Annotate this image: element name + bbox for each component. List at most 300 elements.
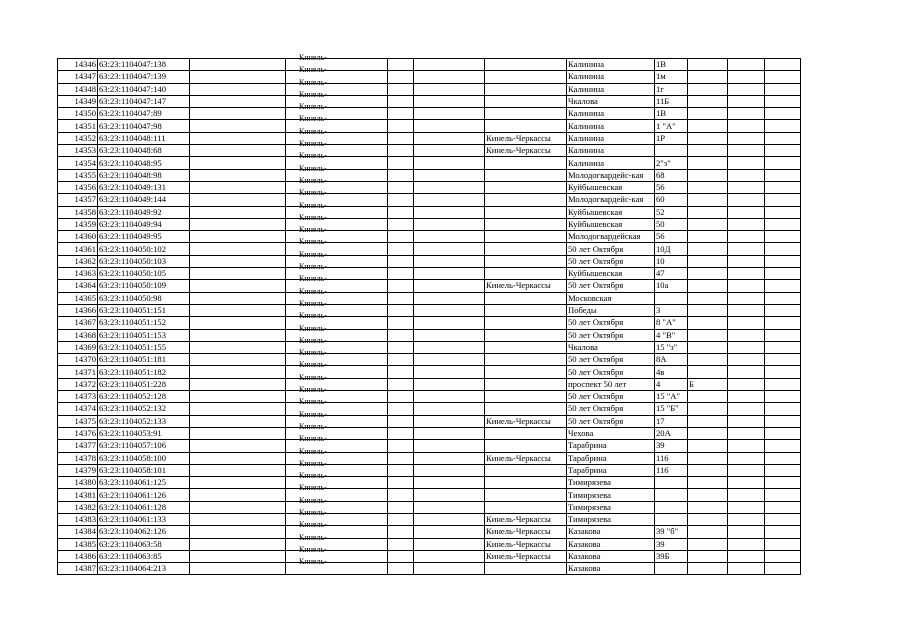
house-number-cell: 1В: [655, 108, 688, 120]
empty-cell: [388, 440, 414, 452]
empty-cell: [728, 181, 765, 193]
empty-cell: [728, 108, 765, 120]
settlement-cell: [485, 181, 567, 193]
street-cell: Казакова: [567, 550, 655, 562]
empty-cell: [190, 563, 286, 575]
building-cell: [688, 194, 728, 206]
row-number-cell: 14367: [58, 317, 98, 329]
empty-cell: [190, 71, 286, 83]
empty-cell: [190, 427, 286, 439]
municipality-text: Кинель-: [299, 335, 327, 345]
empty-cell: [414, 292, 485, 304]
building-cell: [688, 329, 728, 341]
table-row: [58, 538, 801, 550]
empty-cell: [728, 145, 765, 157]
cadastral-number-cell: 63:23:1104061:126: [98, 489, 190, 501]
table-row: [58, 550, 801, 562]
empty-cell: [414, 391, 485, 403]
empty-cell: [190, 120, 286, 132]
empty-cell: [728, 280, 765, 292]
street-cell: Чкалова: [567, 95, 655, 107]
municipality-text: Кинель-: [299, 126, 327, 136]
empty-cell: [190, 440, 286, 452]
empty-cell: [414, 120, 485, 132]
settlement-cell: [485, 341, 567, 353]
cadastral-number-cell: 63:23:1104051:153: [98, 329, 190, 341]
building-cell: [688, 280, 728, 292]
empty-cell: [414, 341, 485, 353]
row-number-cell: 14355: [58, 169, 98, 181]
row-number-cell: 14358: [58, 206, 98, 218]
table-row: [58, 403, 801, 415]
empty-cell: [190, 317, 286, 329]
house-number-cell: [655, 513, 688, 525]
cadastral-number-cell: 63:23:1104064:213: [98, 563, 190, 575]
empty-cell: [765, 563, 801, 575]
street-cell: Калинина: [567, 120, 655, 132]
row-number-cell: 14371: [58, 366, 98, 378]
empty-cell: [414, 464, 485, 476]
street-cell: Тимирязева: [567, 513, 655, 525]
table-row: [58, 218, 801, 230]
table-row: [58, 71, 801, 83]
street-cell: Казакова: [567, 538, 655, 550]
empty-cell: [765, 538, 801, 550]
empty-cell: [728, 71, 765, 83]
empty-cell: [765, 317, 801, 329]
street-cell: Тимирязева: [567, 489, 655, 501]
street-cell: Калинина: [567, 71, 655, 83]
house-number-cell: 10а: [655, 280, 688, 292]
row-number-cell: 14379: [58, 464, 98, 476]
empty-cell: [388, 501, 414, 513]
building-cell: [688, 366, 728, 378]
street-cell: Казакова: [567, 526, 655, 538]
empty-cell: [414, 132, 485, 144]
row-number-cell: 14364: [58, 280, 98, 292]
table-row: [58, 415, 801, 427]
empty-cell: [190, 243, 286, 255]
cadastral-number-cell: 63:23:1104049:94: [98, 218, 190, 230]
empty-cell: [765, 120, 801, 132]
street-cell: Куйбышевская: [567, 206, 655, 218]
empty-cell: [388, 280, 414, 292]
municipality-text: Кинель-: [299, 446, 327, 456]
cadastral-number-cell: 63:23:1104053:91: [98, 427, 190, 439]
empty-cell: [388, 489, 414, 501]
settlement-cell: Кинель-Черкассы: [485, 415, 567, 427]
cadastral-number-cell: 63:23:1104048:68: [98, 145, 190, 157]
table-row: [58, 391, 801, 403]
table-row: [58, 108, 801, 120]
table-row: [58, 489, 801, 501]
empty-cell: [728, 489, 765, 501]
house-number-cell: 56: [655, 181, 688, 193]
cadastral-number-cell: 63:23:1104051:152: [98, 317, 190, 329]
empty-cell: [388, 427, 414, 439]
empty-cell: [765, 464, 801, 476]
empty-cell: [190, 59, 286, 71]
building-cell: [688, 563, 728, 575]
municipality-text: Кинель-: [299, 139, 327, 149]
empty-cell: [414, 489, 485, 501]
empty-cell: [765, 206, 801, 218]
empty-cell: [388, 169, 414, 181]
empty-cell: [728, 526, 765, 538]
building-cell: [688, 403, 728, 415]
empty-cell: [728, 329, 765, 341]
cadastral-number-cell: 63:23:1104051:151: [98, 304, 190, 316]
empty-cell: [388, 563, 414, 575]
empty-cell: [190, 391, 286, 403]
settlement-cell: [485, 366, 567, 378]
cadastral-number-cell: 63:23:1104061:125: [98, 477, 190, 489]
table-row: [58, 304, 801, 316]
empty-cell: [765, 477, 801, 489]
street-cell: Молодогвардейс-кая: [567, 169, 655, 181]
building-cell: [688, 243, 728, 255]
empty-cell: [728, 366, 765, 378]
cadastral-number-cell: 63:23:1104062:126: [98, 526, 190, 538]
settlement-cell: Кинель-Черкассы: [485, 132, 567, 144]
table-row: [58, 440, 801, 452]
empty-cell: [190, 169, 286, 181]
house-number-cell: 1м: [655, 71, 688, 83]
cadastral-number-cell: 63:23:1104047:139: [98, 71, 190, 83]
empty-cell: [728, 513, 765, 525]
table-row: [58, 354, 801, 366]
municipality-text: Кинель-: [299, 385, 327, 395]
empty-cell: [190, 280, 286, 292]
street-cell: Куйбышевская: [567, 181, 655, 193]
building-cell: [688, 440, 728, 452]
settlement-cell: Кинель-Черкассы: [485, 280, 567, 292]
table-row: [58, 59, 801, 71]
house-number-cell: 60: [655, 194, 688, 206]
street-cell: 50 лет Октября: [567, 280, 655, 292]
row-number-cell: 14375: [58, 415, 98, 427]
empty-cell: [765, 169, 801, 181]
house-number-cell: 47: [655, 268, 688, 280]
table-row: [58, 329, 801, 341]
street-cell: 50 лет Октября: [567, 329, 655, 341]
row-number-cell: 14369: [58, 341, 98, 353]
empty-cell: [765, 415, 801, 427]
building-cell: [688, 550, 728, 562]
settlement-cell: Кинель-Черкассы: [485, 526, 567, 538]
empty-cell: [414, 169, 485, 181]
empty-cell: [414, 194, 485, 206]
house-number-cell: 8 "А": [655, 317, 688, 329]
empty-cell: [414, 280, 485, 292]
empty-cell: [388, 477, 414, 489]
building-cell: [688, 513, 728, 525]
house-number-cell: [655, 489, 688, 501]
empty-cell: [765, 366, 801, 378]
table-row: [58, 243, 801, 255]
row-number-cell: 14370: [58, 354, 98, 366]
street-cell: 50 лет Октября: [567, 255, 655, 267]
municipality-text: Кинель-: [299, 151, 327, 161]
empty-cell: [414, 71, 485, 83]
house-number-cell: 52: [655, 206, 688, 218]
municipality-text: Кинель-: [299, 274, 327, 284]
empty-cell: [765, 194, 801, 206]
cadastral-number-cell: 63:23:1104049:92: [98, 206, 190, 218]
empty-cell: [388, 157, 414, 169]
cadastral-number-cell: 63:23:1104057:106: [98, 440, 190, 452]
empty-cell: [414, 550, 485, 562]
empty-cell: [388, 513, 414, 525]
row-number-cell: 14354: [58, 157, 98, 169]
empty-cell: [728, 354, 765, 366]
building-cell: [688, 59, 728, 71]
street-cell: 50 лет Октября: [567, 366, 655, 378]
street-cell: Куйбышевская: [567, 218, 655, 230]
street-cell: Калинина: [567, 157, 655, 169]
empty-cell: [728, 59, 765, 71]
municipality-text: Кинель-: [299, 102, 327, 112]
municipality-text: Кинель-: [299, 89, 327, 99]
empty-cell: [728, 378, 765, 390]
cadastral-number-cell: 63:23:1104052:128: [98, 391, 190, 403]
settlement-cell: [485, 563, 567, 575]
settlement-cell: Кинель-Черкассы: [485, 513, 567, 525]
street-cell: Казакова: [567, 563, 655, 575]
row-number-cell: 14357: [58, 194, 98, 206]
row-number-cell: 14362: [58, 255, 98, 267]
empty-cell: [388, 341, 414, 353]
empty-cell: [765, 108, 801, 120]
house-number-cell: 15 "з": [655, 341, 688, 353]
building-cell: [688, 181, 728, 193]
empty-cell: [388, 255, 414, 267]
empty-cell: [728, 440, 765, 452]
house-number-cell: 39: [655, 538, 688, 550]
house-number-cell: [655, 477, 688, 489]
empty-cell: [414, 108, 485, 120]
house-number-cell: 4: [655, 378, 688, 390]
municipality-text: Кинель-: [299, 77, 327, 87]
empty-cell: [728, 341, 765, 353]
municipality-text: Кинель-: [299, 298, 327, 308]
empty-cell: [190, 329, 286, 341]
empty-cell: [728, 95, 765, 107]
municipality-text: Кинель-: [299, 360, 327, 370]
empty-cell: [414, 95, 485, 107]
settlement-cell: [485, 440, 567, 452]
empty-cell: [728, 292, 765, 304]
street-cell: Калинина: [567, 145, 655, 157]
empty-cell: [388, 194, 414, 206]
empty-cell: [388, 391, 414, 403]
street-cell: Тимирязева: [567, 477, 655, 489]
empty-cell: [190, 108, 286, 120]
municipality-text: Кинель-: [299, 458, 327, 468]
empty-cell: [765, 132, 801, 144]
cadastral-number-cell: 63:23:1104047:147: [98, 95, 190, 107]
empty-cell: [728, 317, 765, 329]
empty-cell: [414, 452, 485, 464]
empty-cell: [190, 477, 286, 489]
row-number-cell: 14359: [58, 218, 98, 230]
house-number-cell: [655, 501, 688, 513]
building-cell: [688, 231, 728, 243]
house-number-cell: 11Б: [655, 95, 688, 107]
table-row: [58, 120, 801, 132]
empty-cell: [765, 292, 801, 304]
building-cell: [688, 95, 728, 107]
empty-cell: [388, 526, 414, 538]
house-number-cell: 10Д: [655, 243, 688, 255]
empty-cell: [388, 268, 414, 280]
table-row: [58, 341, 801, 353]
municipality-text: Кинель-: [299, 532, 327, 542]
row-number-cell: 14352: [58, 132, 98, 144]
municipality-text: Кинель-: [299, 557, 327, 567]
empty-cell: [388, 218, 414, 230]
row-number-cell: 14378: [58, 452, 98, 464]
empty-cell: [728, 157, 765, 169]
house-number-cell: 39 "б": [655, 526, 688, 538]
building-cell: [688, 341, 728, 353]
cadastral-number-cell: 63:23:1104047:98: [98, 120, 190, 132]
house-number-cell: 116: [655, 464, 688, 476]
building-cell: [688, 120, 728, 132]
street-cell: 50 лет Октября: [567, 243, 655, 255]
house-number-cell: 1 "А": [655, 120, 688, 132]
empty-cell: [388, 415, 414, 427]
table-row: [58, 563, 801, 575]
empty-cell: [728, 194, 765, 206]
row-number-cell: 14349: [58, 95, 98, 107]
row-number-cell: 14386: [58, 550, 98, 562]
empty-cell: [728, 550, 765, 562]
municipality-text: Кинель-: [299, 225, 327, 235]
building-cell: [688, 157, 728, 169]
empty-cell: [728, 563, 765, 575]
empty-cell: [728, 268, 765, 280]
street-cell: Калинина: [567, 132, 655, 144]
settlement-cell: [485, 427, 567, 439]
empty-cell: [728, 243, 765, 255]
empty-cell: [728, 206, 765, 218]
house-number-cell: 2"з": [655, 157, 688, 169]
settlement-cell: [485, 255, 567, 267]
empty-cell: [414, 268, 485, 280]
building-cell: [688, 391, 728, 403]
street-cell: Молодогвардейская: [567, 231, 655, 243]
street-cell: 50 лет Октября: [567, 317, 655, 329]
municipality-text: Кинель-: [299, 237, 327, 247]
table-row: [58, 169, 801, 181]
empty-cell: [190, 218, 286, 230]
empty-cell: [414, 206, 485, 218]
empty-cell: [765, 71, 801, 83]
cadastral-number-cell: 63:23:1104050:103: [98, 255, 190, 267]
settlement-cell: [485, 329, 567, 341]
empty-cell: [190, 157, 286, 169]
empty-cell: [388, 120, 414, 132]
street-cell: Тарабрина: [567, 440, 655, 452]
empty-cell: [765, 501, 801, 513]
street-cell: Победы: [567, 304, 655, 316]
table-row: [58, 255, 801, 267]
street-cell: 50 лет Октября: [567, 354, 655, 366]
cadastral-number-cell: 63:23:1104063:85: [98, 550, 190, 562]
empty-cell: [414, 477, 485, 489]
building-cell: [688, 464, 728, 476]
cadastral-number-cell: 63:23:1104052:133: [98, 415, 190, 427]
empty-cell: [765, 403, 801, 415]
cadastral-number-cell: 63:23:1104047:138: [98, 59, 190, 71]
cadastral-number-cell: 63:23:1104048:111: [98, 132, 190, 144]
building-cell: [688, 206, 728, 218]
street-cell: Молодогвардейс-кая: [567, 194, 655, 206]
row-number-cell: 14374: [58, 403, 98, 415]
empty-cell: [190, 194, 286, 206]
empty-cell: [190, 415, 286, 427]
table-row: [58, 452, 801, 464]
empty-cell: [190, 538, 286, 550]
house-number-cell: 4в: [655, 366, 688, 378]
empty-cell: [414, 181, 485, 193]
empty-cell: [388, 243, 414, 255]
street-cell: Тарабрина: [567, 452, 655, 464]
row-number-cell: 14347: [58, 71, 98, 83]
building-cell: [688, 427, 728, 439]
empty-cell: [414, 513, 485, 525]
empty-cell: [414, 255, 485, 267]
street-cell: Тарабрина: [567, 464, 655, 476]
settlement-cell: [485, 83, 567, 95]
cadastral-table: [57, 53, 801, 575]
row-number-cell: 14387: [58, 563, 98, 575]
empty-cell: [190, 145, 286, 157]
street-cell: Калинина: [567, 59, 655, 71]
house-number-cell: 1В: [655, 59, 688, 71]
table-row: [58, 464, 801, 476]
street-cell: 50 лет Октября: [567, 415, 655, 427]
cadastral-number-cell: 63:23:1104049:131: [98, 181, 190, 193]
row-number-cell: 14363: [58, 268, 98, 280]
house-number-cell: 4 "В": [655, 329, 688, 341]
house-number-cell: 15 "Б": [655, 403, 688, 415]
house-number-cell: 20А: [655, 427, 688, 439]
building-cell: [688, 538, 728, 550]
table-row: [58, 268, 801, 280]
house-number-cell: 39Б: [655, 550, 688, 562]
empty-cell: [388, 403, 414, 415]
street-cell: Чехова: [567, 427, 655, 439]
empty-cell: [388, 366, 414, 378]
table-row: [58, 95, 801, 107]
empty-cell: [414, 378, 485, 390]
empty-cell: [728, 538, 765, 550]
municipality-text: Кинель-: [299, 286, 327, 296]
municipality-text: Кинель-: [299, 249, 327, 259]
empty-cell: [190, 304, 286, 316]
row-number-cell: 14346: [58, 59, 98, 71]
municipality-text: Кинель-: [299, 323, 327, 333]
house-number-cell: [655, 563, 688, 575]
table-row: [58, 157, 801, 169]
row-number-cell: 14350: [58, 108, 98, 120]
empty-cell: [414, 157, 485, 169]
empty-cell: [190, 464, 286, 476]
empty-cell: [765, 489, 801, 501]
municipality-text: Кинель-: [299, 200, 327, 210]
